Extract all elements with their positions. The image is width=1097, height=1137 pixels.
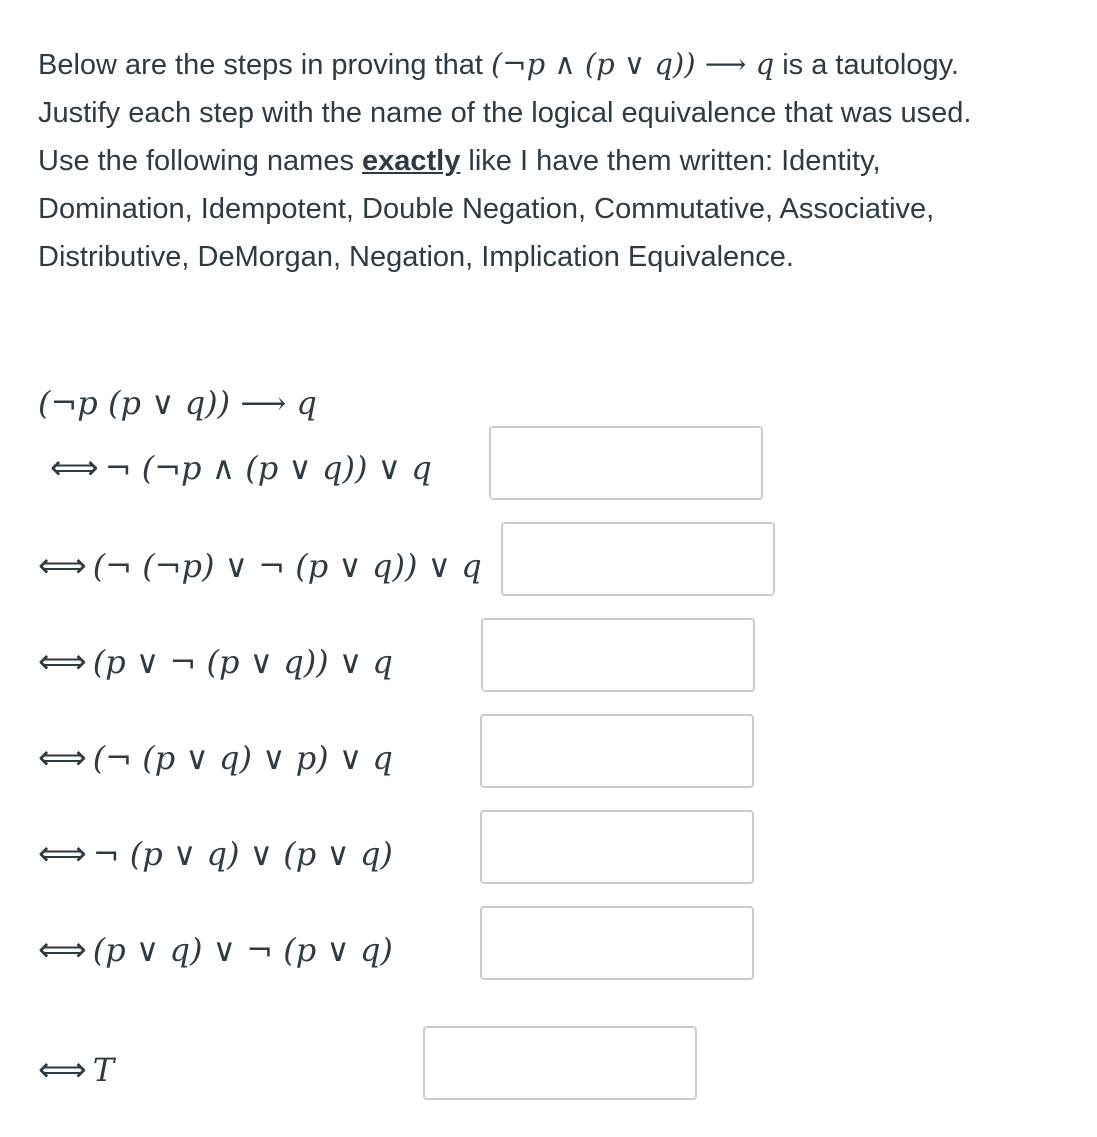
justification-input-2[interactable] [501, 522, 775, 596]
instructions [38, 40, 1078, 281]
proof-start-expression: (¬p (p ∨ q)) ⟶ q [38, 384, 317, 422]
equivalence-arrow-icon: ⟺ [38, 642, 87, 682]
instructions-line-3 [38, 137, 1078, 185]
proof-step-expression: (¬ (¬p) ∨ ¬ (p ∨ q)) ∨ q [92, 547, 482, 585]
proof-step-4 [38, 738, 393, 778]
instructions-text: Below are the steps in proving that [38, 49, 491, 81]
equivalence-arrow-icon: ⟺ [38, 1050, 87, 1090]
equivalence-arrow-icon: ⟺ [50, 448, 99, 488]
equivalence-arrow-icon: ⟺ [38, 930, 87, 970]
instructions-text: like I have them written: Identity, [460, 145, 881, 177]
equivalence-arrow-icon: ⟺ [38, 546, 87, 586]
justification-input-5[interactable] [480, 810, 754, 884]
proof-step-expression: (¬ (p ∨ q) ∨ p) ∨ q [92, 739, 393, 777]
equivalence-arrow-icon: ⟺ [38, 738, 87, 778]
instructions-text: is a tautology. [774, 49, 959, 81]
justification-input-3[interactable] [481, 618, 755, 692]
proof-step-expression: ¬ (¬p ∧ (p ∨ q)) ∨ q [104, 449, 432, 487]
instructions-line-2: Justify each step with the name of the logical equivalence that was used. [38, 97, 972, 129]
instructions-line-5: Distributive, DeMorgan, Negation, Implication Equivalence. [38, 241, 794, 273]
instructions-line-1 [38, 40, 1078, 89]
justification-input-1[interactable] [489, 426, 763, 500]
proof-step-1 [50, 448, 432, 488]
proof-step-expression: T [92, 1051, 115, 1089]
proof-step-5 [38, 834, 393, 874]
justification-input-7[interactable] [423, 1026, 697, 1100]
proof-step-expression: (p ∨ ¬ (p ∨ q)) ∨ q [92, 643, 393, 681]
proof-step-expression: ¬ (p ∨ q) ∨ (p ∨ q) [92, 835, 393, 873]
instructions-line-4: Domination, Idempotent, Double Negation, Commutative, Associative, [38, 193, 935, 225]
proof-step-2 [38, 546, 482, 586]
instructions-formula: (¬p ∧ (p ∨ q)) ⟶ q [490, 47, 775, 81]
equivalence-arrow-icon: ⟺ [38, 834, 87, 874]
proof-step-3 [38, 642, 393, 682]
proof-step-7 [38, 1050, 114, 1090]
proof-step-expression: (p ∨ q) ∨ ¬ (p ∨ q) [92, 931, 393, 969]
justification-input-6[interactable] [480, 906, 754, 980]
proof-step-6 [38, 930, 393, 970]
justification-input-4[interactable] [480, 714, 754, 788]
instructions-text: Use the following names [38, 145, 362, 177]
instructions-emphasis: exactly [362, 145, 461, 177]
